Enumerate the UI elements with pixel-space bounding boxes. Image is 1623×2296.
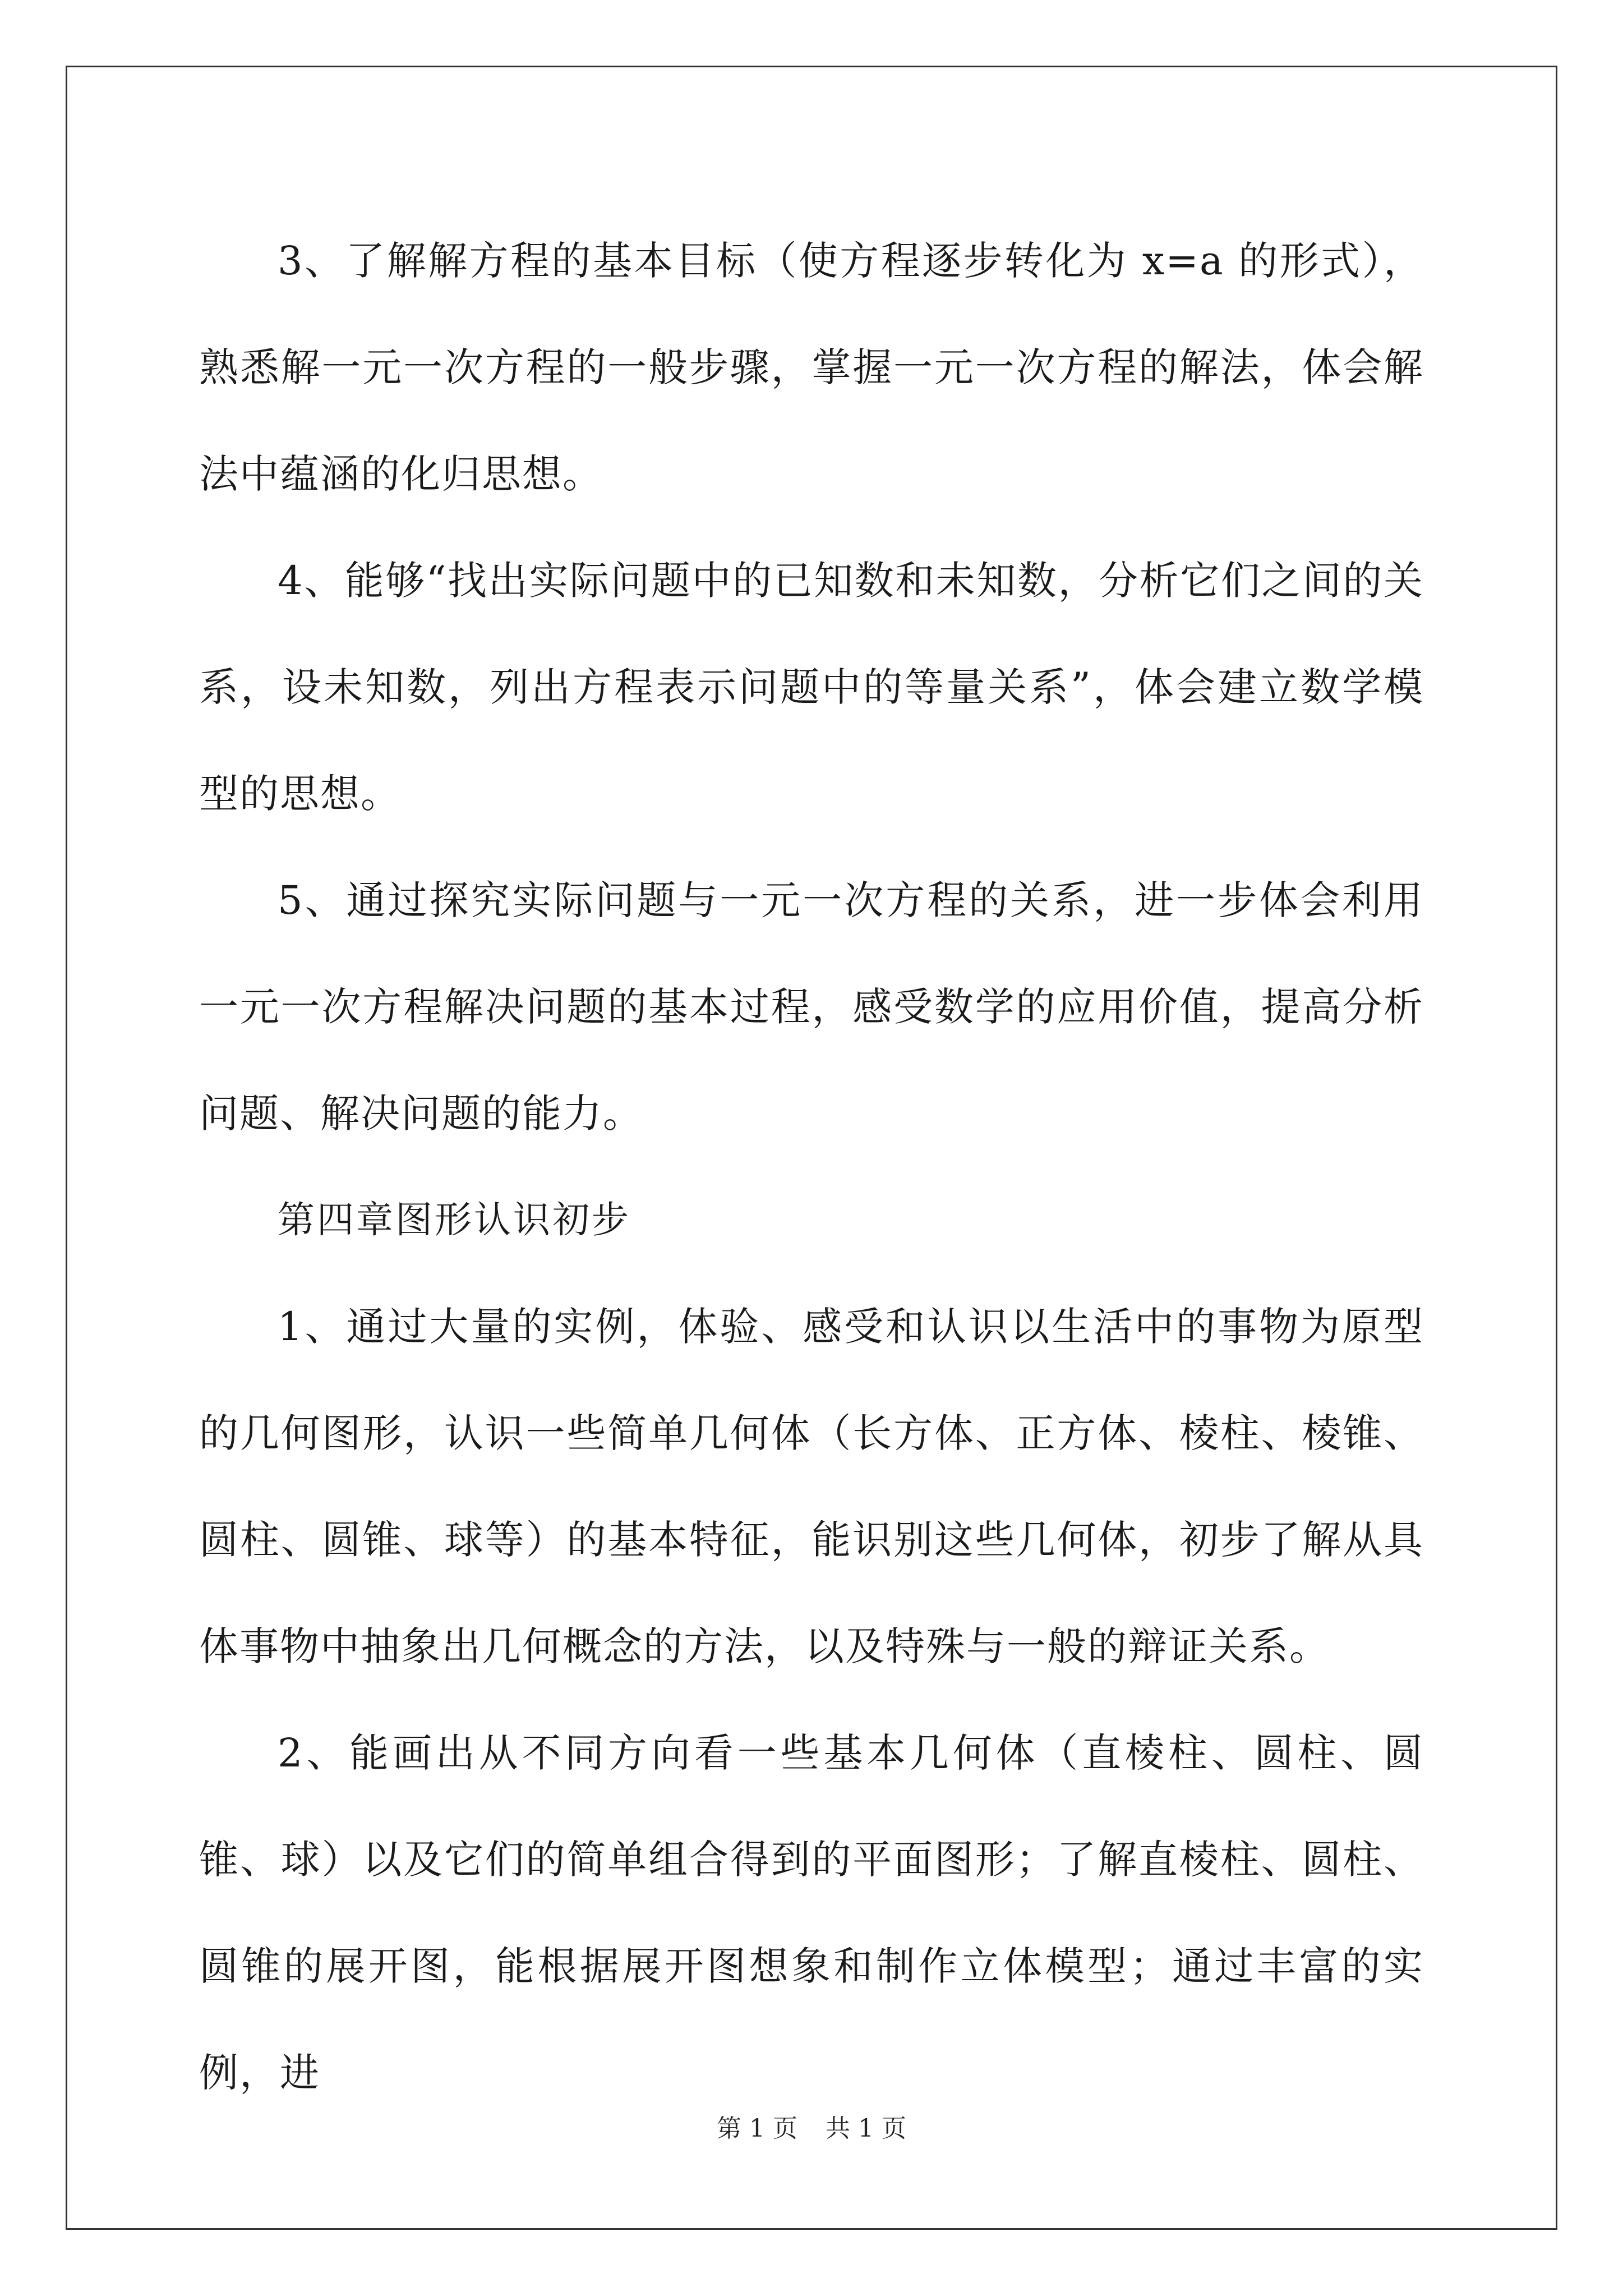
chapter-heading: 第四章图形认识初步 <box>278 1198 631 1241</box>
paragraph-chapter4-goal-2: 2、能画出从不同方向看一些基本几何体（直棱柱、圆柱、圆锥、球）以及它们的简单组合得到的平面图形；了解直棱柱、圆柱、圆锥的展开图，能根据展开图想象和制作立体模型；通过丰富的实例，进 <box>199 1730 1424 2096</box>
document-body <box>199 208 1424 2126</box>
paragraph-goal-3: 3、了解解方程的基本目标（使方程逐步转化为 x=a 的形式），熟悉解一元一次方程的一般步骤，掌握一元一次方程的解法，体会解法中蕴涵的化归思想。 <box>199 238 1424 497</box>
paragraph-goal-4: 4、能够“找出实际问题中的已知数和未知数，分析它们之间的关系，设未知数，列出方程表示问题中的等量关系”，体会建立数学模型的思想。 <box>199 558 1424 817</box>
page-total: 共 1 页 <box>826 2114 906 2143</box>
page-number: 第 1 页 <box>717 2114 797 2143</box>
page-footer <box>0 2112 1623 2146</box>
paragraph-chapter4-goal-1: 1、通过大量的实例，体验、感受和认识以生活中的事物为原型的几何图形，认识一些简单几何体（长方体、正方体、棱柱、棱锥、圆柱、圆锥、球等）的基本特征，能识别这些几何体，初步了解从具体事物中抽象出几何概念的方法，以及特殊与一般的辩证关系。 <box>199 1304 1424 1669</box>
paragraph-goal-5: 5、通过探究实际问题与一元一次方程的关系，进一步体会利用一元一次方程解决问题的基本过程，感受数学的应用价值，提高分析问题、解决问题的能力。 <box>199 877 1424 1137</box>
